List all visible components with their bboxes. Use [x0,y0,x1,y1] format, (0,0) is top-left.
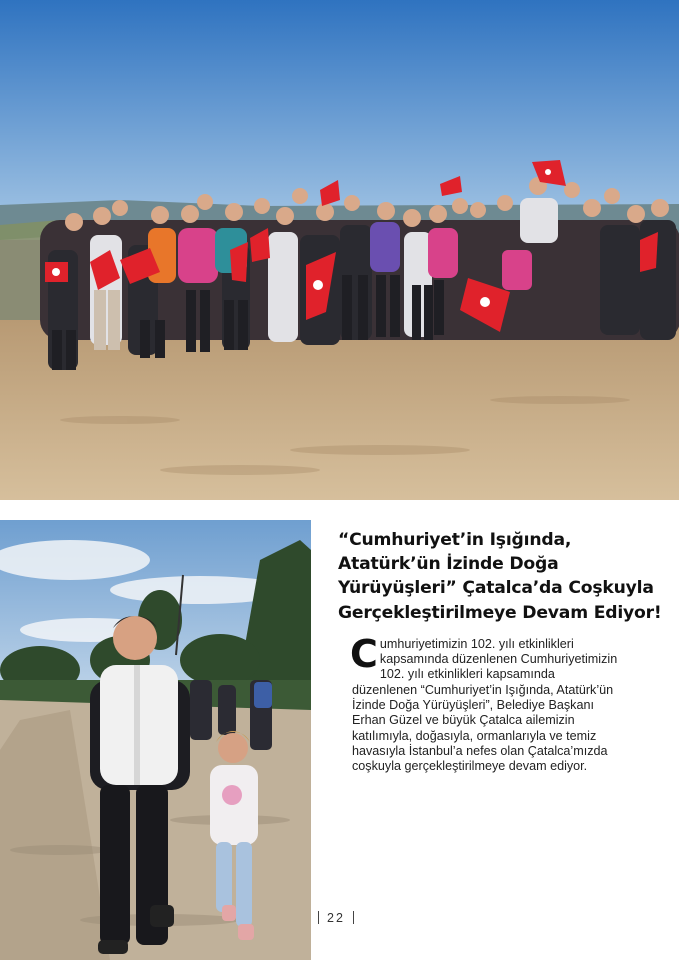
article [338,528,664,774]
divider [318,911,319,924]
drop-cap: C [350,631,378,676]
article-body [350,631,622,775]
page-number-text: 22 [327,911,345,925]
article-body-text: umhuriyetimizin 102. yılı etkinlikleri kapsamında düzenlenen Cumhuriyetimizin 102. yılı etkinlikleri kapsamında düzenlenen “Cumhuriyet’in Işığında, Atatürk’ün İzinde Doğa Yürüyüşleri”, Belediye Başkanı Erhan Güzel ve büyük Çatalca ailemizin katılımıyla, doğasıyla, ormanlarıyla ve temiz havasıyla İstanbul’a nefes olan Çatalca’mızda coşkuyla gerçekleştirilmeye devam ediyor. [352,636,618,774]
page-number [318,911,354,925]
article-headline: “Cumhuriyet’in Işığında, Atatürk’ün İzinde Doğa Yürüyüşleri” Çatalca’da Coşkuyla Gerçekleştirilmeye Devam Ediyor! [338,530,662,623]
man-and-girl-photo [0,520,311,960]
divider [353,911,354,924]
